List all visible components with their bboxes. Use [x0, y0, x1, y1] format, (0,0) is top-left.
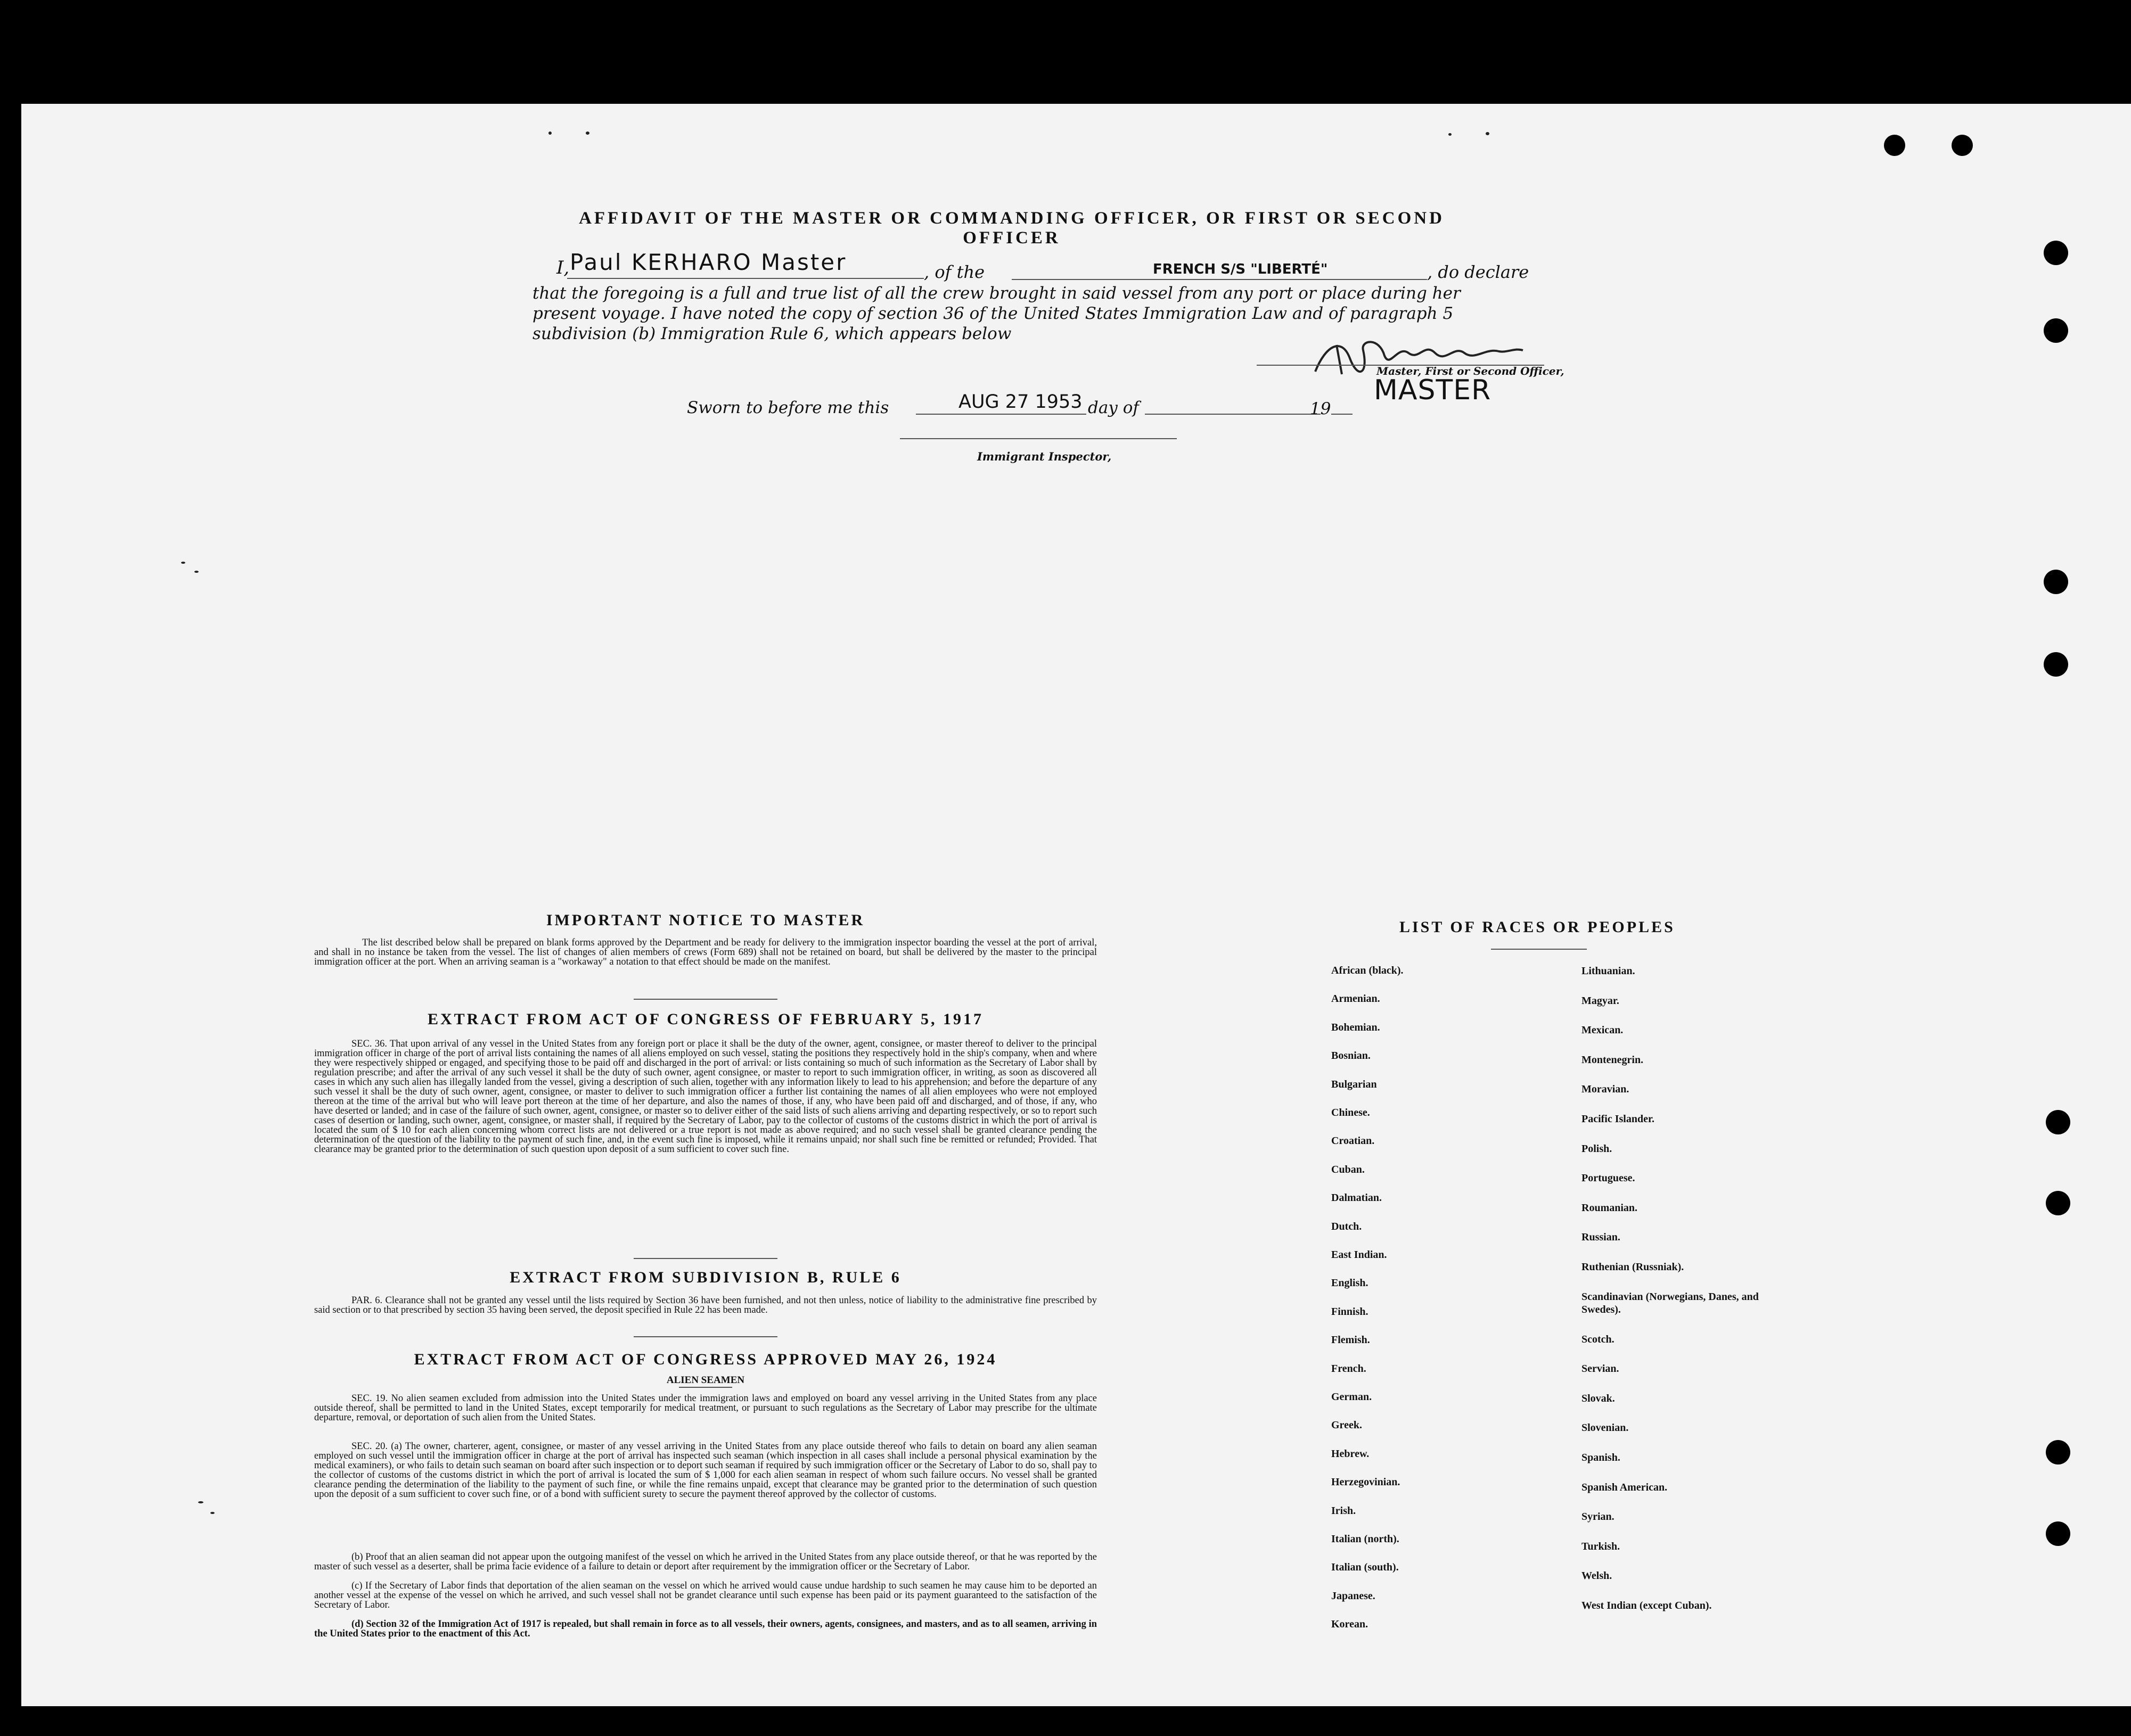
ink-speck — [586, 131, 589, 135]
race-item: Croatian. — [1331, 1135, 1375, 1147]
extract-1917-divider — [634, 1258, 777, 1259]
race-item: Japanese. — [1331, 1590, 1375, 1602]
races-title: LIST OF RACES OR PEOPLES — [1399, 918, 1675, 936]
punch-hole — [2046, 1191, 2070, 1215]
race-item: Hebrew. — [1331, 1447, 1370, 1460]
race-item: Italian (north). — [1331, 1533, 1399, 1545]
race-item: Bosnian. — [1331, 1050, 1371, 1062]
i-prefix: I, — [556, 257, 570, 278]
race-item: Slovak. — [1581, 1392, 1615, 1404]
rule6-divider — [634, 1336, 777, 1337]
race-item: Flemish. — [1331, 1334, 1370, 1346]
race-item: Korean. — [1331, 1618, 1368, 1631]
race-item: Scandinavian (Norwegians, Danes, and Swedes). — [1581, 1290, 1759, 1315]
punch-hole — [2046, 1110, 2070, 1134]
month-line — [1145, 414, 1321, 415]
rule6-title: EXTRACT FROM SUBDIVISION B, RULE 6 — [510, 1269, 901, 1286]
ink-speck — [181, 562, 185, 564]
race-item: East Indian. — [1331, 1249, 1387, 1261]
year-prefix: 19 — [1310, 399, 1331, 418]
sec20d-text: (d) Section 32 of the Immigration Act of 1917 is repealed, but shall remain in force as to all vessels, their owners, agents, consignees, and masters, and as to all seamen, arriving in the United States prior to the enactment of this Act. — [314, 1619, 1097, 1639]
extract-1924-divider — [679, 1387, 732, 1388]
name-line — [567, 278, 924, 279]
race-item: Polish. — [1581, 1142, 1612, 1155]
day-of-label: day of — [1088, 398, 1139, 417]
sworn-date-stamp: AUG 27 1953 — [958, 391, 1083, 413]
race-item: Bohemian. — [1331, 1021, 1380, 1033]
race-item: Syrian. — [1581, 1511, 1614, 1523]
punch-hole — [1884, 135, 1905, 156]
ink-speck — [1486, 132, 1489, 135]
race-item: Mexican. — [1581, 1024, 1624, 1036]
punch-hole — [2046, 1440, 2070, 1465]
affidavit-body-line3: subdivision (b) Immigration Rule 6, which appears below — [532, 324, 1012, 343]
notice-title: IMPORTANT NOTICE TO MASTER — [546, 911, 865, 929]
extract-1917-title: EXTRACT FROM ACT OF CONGRESS OF FEBRUARY 5, 1917 — [427, 1010, 984, 1028]
race-item: West Indian (except Cuban). — [1581, 1600, 1712, 1611]
notice-text: The list described below shall be prepared on blank forms approved by the Department and be ready for delivery to the immigration inspector boarding the vessel at the port of arrival, and shall in no instance be taken from the vessel. The list of changes of alien members of crews (Form 689) shall not be retained on board, but shall be delivered by the master to the principal immigration officer at the port. When an arriving seaman is a "workaway" a notation to that effect should be made on the manifest. — [314, 937, 1097, 967]
race-item: Montenegrin. — [1581, 1054, 1644, 1066]
inspector-label: Immigrant Inspector, — [977, 450, 1112, 463]
race-item: Greek. — [1331, 1419, 1362, 1431]
race-item: Spanish. — [1581, 1452, 1620, 1463]
race-item: Cuban. — [1331, 1163, 1365, 1175]
race-item: Chinese. — [1331, 1107, 1370, 1118]
race-item: Magyar. — [1581, 994, 1619, 1007]
race-item: Turkish. — [1581, 1540, 1620, 1552]
notice-divider — [634, 999, 777, 1000]
race-item: African (black). — [1331, 965, 1404, 976]
race-item: Bulgarian — [1331, 1078, 1377, 1090]
race-item: Ruthenian (Russniak). — [1581, 1261, 1684, 1273]
race-item: Servian. — [1581, 1363, 1619, 1375]
race-item: German. — [1331, 1391, 1372, 1403]
race-item: Moravian. — [1581, 1083, 1629, 1096]
of-the-label: , of the — [924, 262, 985, 282]
race-item: Welsh. — [1581, 1570, 1612, 1582]
races-divider — [1491, 949, 1587, 950]
ink-speck — [1448, 133, 1452, 136]
punch-hole — [2044, 570, 2068, 594]
punch-hole — [2046, 1521, 2070, 1546]
do-declare-label: , do declare — [1427, 262, 1529, 282]
vessel-line — [1012, 279, 1427, 280]
ink-speck — [210, 1512, 215, 1514]
sworn-date-line — [916, 414, 1086, 415]
punch-hole — [2044, 318, 2068, 343]
master-name: Paul KERHARO Master — [570, 249, 847, 275]
master-stamp: MASTER — [1374, 374, 1491, 406]
signature-caption: Master, First or Second Officer, — [1376, 365, 1564, 377]
ink-speck — [548, 131, 552, 135]
rule6-text: PAR. 6. Clearance shall not be granted any vessel until the lists required by Section 36 have been furnished, and not then unless, notice of liability to the administrative fine prescribed by said section or to that prescribed by section 35 having been served, the deposit specified in Rule 22 has been made. — [314, 1295, 1097, 1315]
race-item: English. — [1331, 1277, 1368, 1289]
vessel-name: FRENCH S/S "LIBERTÉ" — [1153, 261, 1328, 277]
race-item: Portuguese. — [1581, 1172, 1635, 1184]
race-item: Pacific Islander. — [1581, 1113, 1655, 1125]
race-item: Irish. — [1331, 1504, 1356, 1517]
race-item: Lithuanian. — [1581, 965, 1635, 977]
sec20b-text: (b) Proof that an alien seaman did not appear upon the outgoing manifest of the vessel on which he arrived in the United States from any place outside thereof, or that he was reported by the master of such vessel as a deserter, shall be prima facie evidence of a failure to detain or deport after requirement by the immigration officer or the Secretary of Labor. — [314, 1552, 1097, 1572]
punch-hole — [1952, 135, 1973, 156]
race-item: French. — [1331, 1362, 1366, 1375]
inspector-line — [900, 438, 1177, 439]
ink-speck — [198, 1501, 203, 1503]
race-item: Finnish. — [1331, 1305, 1368, 1318]
race-item: Herzegovinian. — [1331, 1476, 1400, 1488]
race-item: Dalmatian. — [1331, 1192, 1382, 1204]
punch-hole — [2044, 652, 2068, 677]
sec19-text: SEC. 19. No alien seamen excluded from admission into the United States under the immigration laws and employed on board any vessel arriving in the United States from any place outside thereof, shall be permitted to land in the United States, except temporarily for medical treatment, or pursuant to such regulations as the Secretary of Labor may prescribe for the ultimate departure, removal, or deportation of such alien from the United States. — [314, 1393, 1097, 1423]
extract-1917-text: SEC. 36. That upon arrival of any vessel in the United States from any foreign port or place it shall be the duty of the owner, agent, consignee, or master thereof to deliver to the principal immigration officer in charge of the port of arrival lists containing the names of all aliens employed on such vessel, stating the positions they respectively hold in the ship's company, when and where they were respectively shipped or engaged, and specifying those to be paid off and discharged in the port of arrival: or lists containing so much of such information as the Secretary of Labor shall by regulation prescribe; and after the arrival of any such vessel it shall be the duty of such owner, agent consignee, or master to report to such immigration officer, in writing, as soon as discovered all cases in which any such alien has illegally landed from the vessel, giving a description of such alien, together with any information likely to lead to his apprehension; and before the departure of any such vessel it shall be the duty of such owner, agent, consignee, or master to deliver to such immigration officer a further list containing the names of all alien employees who were not employed thereon at the time of the arrival but who will leave port thereon at the time of her departure, and also the names of those, if any, who have been paid off and discharged, and of those, if any, who have deserted or landed; and in case of the failure of such owner, agent, consignee, or master so to deliver either of the said lists of such aliens arriving and departing respectively, or so to report such cases of desertion or landing, such owner, agent, consignee, or master shall, if required by the Secretary of Labor, pay to the collector of customs of the customs district in which the port of arrival is located the sum of $ 10 for each alien concerning whom correct lists are not delivered or a true report is not made as above required; and no such vessel shall be granted clearance pending the determination of the question of the liability to the payment of such fine, and, in the event such fine is imposed, while it remains unpaid; nor shall such fine be remitted or refunded; Provided. That clearance may be granted prior to the determination of such question upon deposit of a sum sufficient to cover such fine. — [314, 1039, 1097, 1155]
extract-1924-title: EXTRACT FROM ACT OF CONGRESS APPROVED MAY 26, 1924 — [414, 1351, 997, 1368]
sec20c-text: (c) If the Secretary of Labor finds that deportation of the alien seaman on the vessel on which he arrived would cause undue hardship to such seamen he may cause him to be deported an another vessel at the expense of the vessel on which he arrived, and such vessel shall not be grandet clearance until such expense has been paid or its payment guaranteed to the satisfaction of the Secretary of Labor. — [314, 1581, 1097, 1610]
race-item: Scotch. — [1581, 1333, 1614, 1345]
race-item: Slovenian. — [1581, 1422, 1629, 1434]
affidavit-body-line2: present voyage. I have noted the copy of section 36 of the United States Immigration Law and of paragraph 5 — [532, 304, 1454, 323]
affidavit-body-line1: that the foregoing is a full and true list of all the crew brought in said vessel from any port or place during her — [532, 284, 1461, 303]
sworn-label: Sworn to before me this — [687, 398, 889, 417]
year-line — [1331, 414, 1353, 415]
affidavit-title: AFFIDAVIT OF THE MASTER OR COMMANDING OFFICER, OR FIRST OR SECOND OFFICER — [579, 209, 1445, 248]
punch-hole — [2044, 241, 2068, 265]
race-item: Russian. — [1581, 1231, 1620, 1244]
race-item: Italian (south). — [1331, 1561, 1399, 1574]
extract-1924-subtitle: ALIEN SEAMEN — [666, 1375, 745, 1386]
race-item: Armenian. — [1331, 993, 1380, 1005]
sec20a-text: SEC. 20. (a) The owner, charterer, agent, consignee, or master of any vessel arriving in the United States from any place outside thereof who fails to detain on board any alien seaman employed on such vessel until the immigration officer in charge at the port of arrival has inspected such seaman (which inspection in all cases shall include a personal physical examination by the medical examiners), or who fails to detain such seaman on board after such inspection or to deport such seaman if required by such immigration officer or the Secretary of Labor to do so, shall pay to the collector of customs of the customs district in which the port of arrival is located the sum of $ 1,000 for each alien seaman in respect of whom such failure occurs. No vessel shall be granted clearance pending the determination of the liability to the payment of such fine, or while the fine remains unpaid, except that clearance may be granted prior to the determination of such question upon the deposit of a sum sufficient to cover such fine, or of a bond with sufficient surety to secure the payment thereof approved by the collector of customs. — [314, 1441, 1097, 1500]
ink-speck — [194, 571, 199, 573]
race-item: Roumanian. — [1581, 1202, 1638, 1214]
race-item: Dutch. — [1331, 1220, 1362, 1232]
race-item: Spanish American. — [1581, 1481, 1668, 1493]
